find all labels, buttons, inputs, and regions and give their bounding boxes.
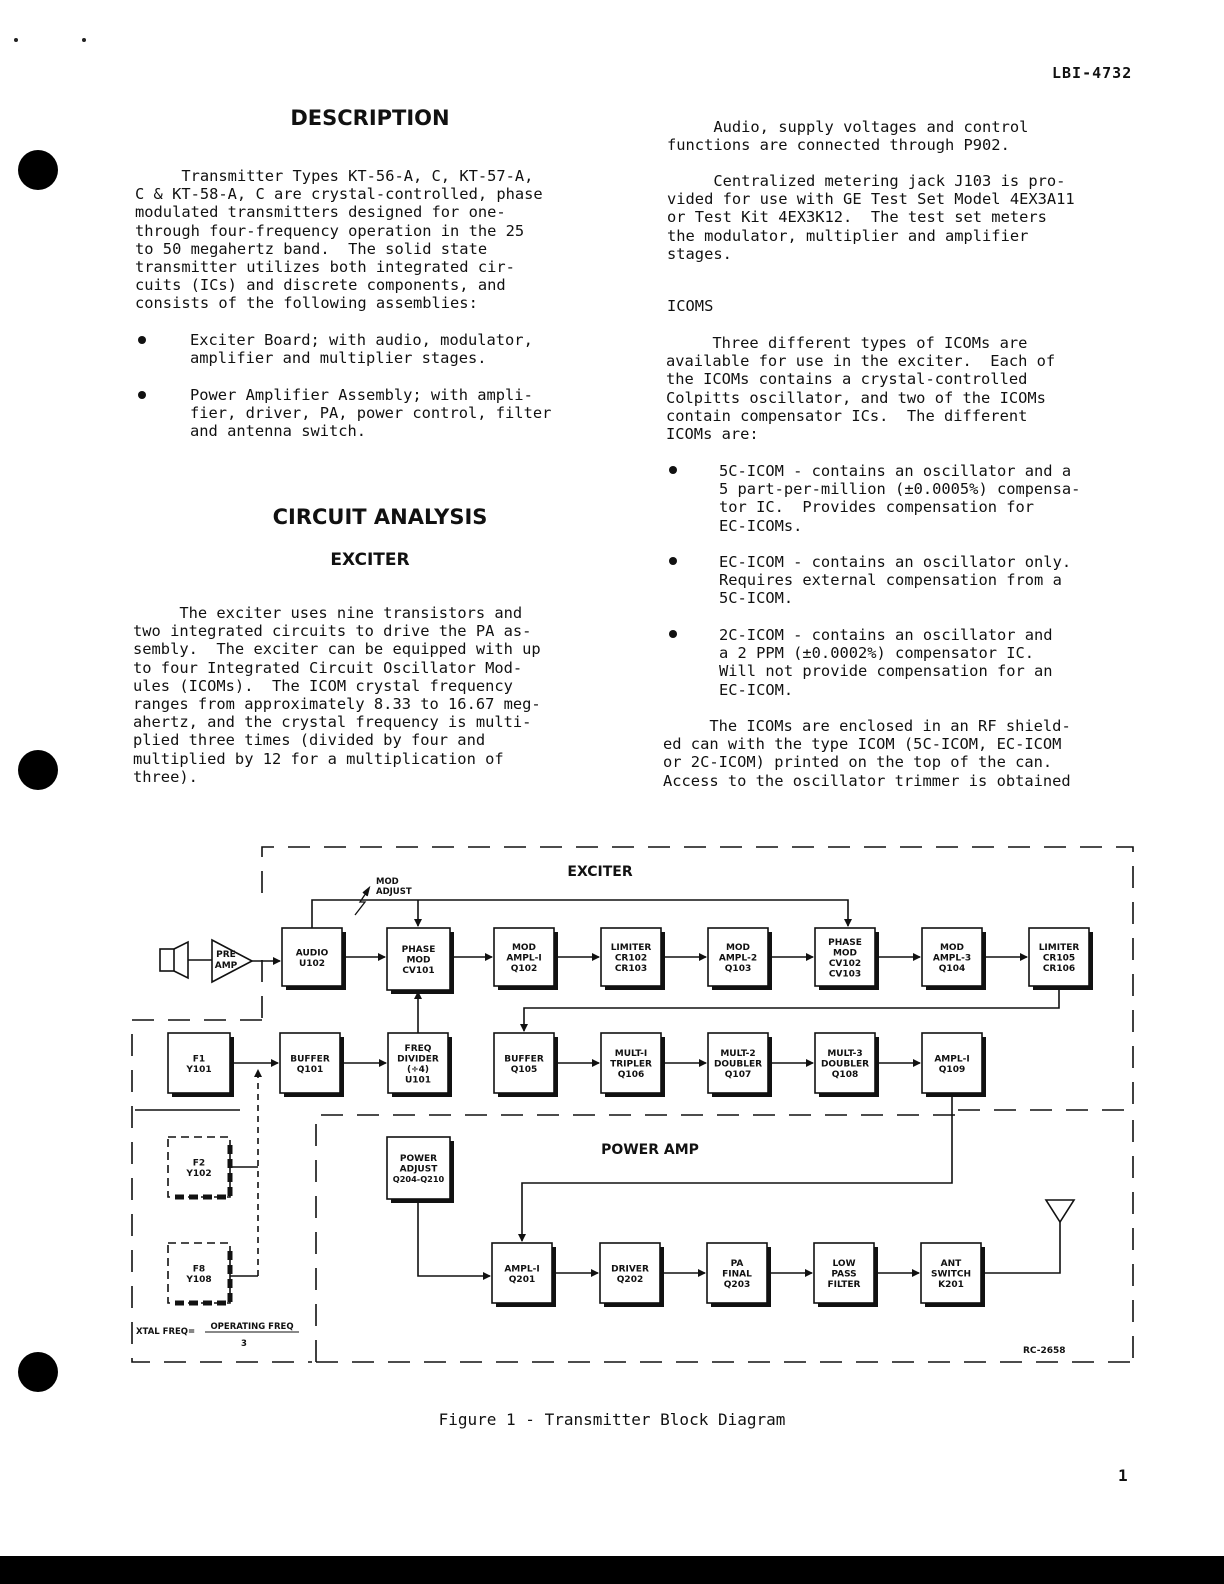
scan-edge <box>0 1556 1224 1584</box>
circuit-analysis-heading: CIRCUIT ANALYSIS <box>272 505 488 529</box>
buffer-2-label: BUFFER <box>504 1054 544 1065</box>
ant-switch-label: ANT <box>940 1259 962 1269</box>
exciter-label: EXCITER <box>567 864 633 880</box>
power-amp-label: POWER AMP <box>601 1142 699 1158</box>
mod-ampl-2-label: Q103 <box>724 964 752 974</box>
mult-3-label: MULT-3 <box>827 1049 863 1059</box>
ampl-q201-label: AMPL-I <box>504 1264 540 1275</box>
low-pass-label: FILTER <box>827 1280 861 1290</box>
mod-ampl-1-label: MOD <box>511 943 537 953</box>
mod-adjust-label: ADJUST <box>376 887 412 897</box>
freq-divider-label: DIVIDER <box>397 1054 439 1065</box>
low-pass-label: PASS <box>831 1269 857 1280</box>
buffer-1-label: BUFFER <box>290 1054 330 1065</box>
limiter-2-label: LIMITER <box>1038 943 1080 953</box>
driver-label: DRIVER <box>611 1264 649 1275</box>
mult-1-label: TRIPLER <box>610 1059 652 1070</box>
xtal-freq-label: XTAL FREQ= <box>136 1327 196 1337</box>
phase-mod-1-label: CV101 <box>402 966 435 976</box>
description-heading: DESCRIPTION <box>290 106 450 130</box>
antenna-icon <box>1046 1200 1074 1222</box>
mult-3-label: DOUBLER <box>820 1059 870 1070</box>
icoms-enclosure-paragraph: The ICOMs are enclosed in an RF shield- ed can with the type ICOM (5C-ICOM, EC-ICOM or 2C-ICOM) printed on the top of the can. Access to the oscillator trimmer is obtained <box>663 717 1071 790</box>
phase-mod-2-label: CV102 <box>828 958 862 969</box>
connector-line <box>312 900 848 928</box>
mult-2-label: MULT-2 <box>720 1049 756 1059</box>
mult-3-label: Q108 <box>831 1070 859 1080</box>
exciter-paragraph: The exciter uses nine transistors and two integrated circuits to drive the PA as- sembly. The exciter can be equipped with up to four Integrated Circuit Oscillator Mod- ules (ICOMs). The ICOM crystal frequency ranges from approximately 8.33 to 16.67 meg- ahertz, and the crystal frequency is multi- plied three times (divided by four and multiplied by 12 for a multiplication of three). <box>133 604 541 786</box>
bullet-5c-icom: 5C-ICOM - contains an oscillator and a 5 part-per-million (±0.0005%) compensa- tor IC. Provides compensation for EC-ICOMs. <box>719 462 1081 535</box>
xtal-freq-numerator: OPERATING FREQ <box>210 1322 294 1332</box>
connector-line <box>981 1222 1060 1273</box>
preamp-label: AMP <box>214 961 238 971</box>
mult-2-label: Q107 <box>724 1070 752 1080</box>
page-number: 1 <box>1118 1466 1128 1485</box>
f8-label: F8 <box>192 1264 206 1275</box>
mult-2-label: DOUBLER <box>713 1059 763 1070</box>
reference-code: RC-2658 <box>1023 1346 1066 1356</box>
description-paragraph: Transmitter Types KT-56-A, C, KT-57-A, C & KT-58-A, C are crystal-controlled, phase modulated transmitters designed for one- through four-frequency operation in the 25 to 50 megahertz band. The solid state transmitter utilizes both integrated cir- cuits (ICs) and discrete components, and consists of the following assemblies: <box>135 167 543 313</box>
xtal-freq-denominator: 3 <box>241 1339 247 1349</box>
exciter-heading: EXCITER <box>330 550 410 570</box>
buffer-2-label: Q105 <box>510 1064 538 1075</box>
phase-mod-2-label: CV103 <box>828 969 862 980</box>
audio-label: U102 <box>298 958 326 969</box>
buffer-1-label: Q101 <box>296 1064 324 1075</box>
freq-divider-label: (÷4) <box>406 1064 430 1075</box>
low-pass-label: LOW <box>832 1259 856 1269</box>
f8-label: Y108 <box>186 1274 212 1285</box>
limiter-2-label: CR105 <box>1042 953 1076 964</box>
limiter-1-label: CR102 <box>614 953 648 964</box>
pa-final-label: FINAL <box>722 1269 752 1280</box>
ant-switch-label: K201 <box>938 1280 964 1290</box>
pa-final-label: Q203 <box>723 1280 751 1290</box>
ampl-q201-label: Q201 <box>508 1274 536 1285</box>
connector-line <box>418 1199 490 1276</box>
f1-label: Y101 <box>186 1064 212 1075</box>
connector-line <box>524 986 1059 1031</box>
freq-divider-label: U101 <box>404 1075 432 1086</box>
f2-label: Y102 <box>186 1168 212 1179</box>
mod-ampl-2-label: MOD <box>725 943 751 953</box>
bullet-exciter-board: Exciter Board; with audio, modulator, amplifier and multiplier stages. <box>190 331 533 368</box>
mult-1-label: MULT-I <box>614 1049 648 1059</box>
document-id: LBI-4732 <box>1052 64 1133 82</box>
preamp-label: PRE <box>216 950 236 960</box>
mod-ampl-1-label: AMPL-I <box>506 953 542 964</box>
limiter-1-label: CR103 <box>614 964 648 974</box>
microphone-icon <box>174 942 188 978</box>
mod-ampl-2-label: AMPL-2 <box>718 953 758 964</box>
metering-paragraph: Centralized metering jack J103 is pro- vided for use with GE Test Set Model 4EX3A11 or Test Kit 4EX3K12. The test set meters the modulator, multiplier and amplifier stages. <box>667 172 1075 263</box>
icoms-paragraph: Three different types of ICOMs are available for use in the exciter. Each of the ICOMs contains a crystal-controlled Colpitts oscillator, and two of the ICOMs contain compensator ICs. The different ICOMs are: <box>666 334 1056 444</box>
phase-mod-2-label: PHASE <box>828 937 862 948</box>
microphone-icon <box>160 949 174 971</box>
driver-label: Q202 <box>616 1274 644 1285</box>
bullet-power-amplifier: Power Amplifier Assembly; with ampli- fier, driver, PA, power control, filter and antenna switch. <box>190 386 552 441</box>
mod-ampl-3-label: Q104 <box>938 964 966 974</box>
limiter-1-label: LIMITER <box>610 943 652 953</box>
audio-label: AUDIO <box>295 948 329 959</box>
mod-ampl-3-label: MOD <box>939 943 965 953</box>
freq-divider-label: FREQ <box>404 1043 432 1054</box>
bullet-ec-icom: EC-ICOM - contains an oscillator only. Requires external compensation from a 5C-ICOM. <box>719 553 1072 608</box>
phase-mod-1-label: MOD <box>406 955 431 966</box>
power-adjust-label: POWER <box>399 1154 438 1164</box>
mod-adjust-pot-head <box>363 888 369 896</box>
figure-caption: Figure 1 - Transmitter Block Diagram <box>438 1410 786 1429</box>
mod-adjust-label: MOD <box>376 877 399 887</box>
f1-label: F1 <box>192 1054 206 1065</box>
mult-1-label: Q106 <box>617 1070 645 1080</box>
mod-ampl-1-label: Q102 <box>510 964 538 974</box>
ampl-q109-label: AMPL-I <box>934 1054 970 1065</box>
ant-switch-label: SWITCH <box>930 1269 972 1280</box>
phase-mod-2-label: MOD <box>832 948 858 959</box>
power-adjust-label: ADJUST <box>399 1164 438 1175</box>
mod-ampl-3-label: AMPL-3 <box>932 953 972 964</box>
icoms-heading: ICOMS <box>667 297 714 315</box>
limiter-2-label: CR106 <box>1042 964 1076 974</box>
audio-paragraph: Audio, supply voltages and control functions are connected through P902. <box>667 118 1029 155</box>
power-adjust-label: Q204-Q210 <box>392 1174 445 1184</box>
ampl-q109-label: Q109 <box>938 1064 966 1075</box>
f2-label: F2 <box>192 1158 206 1169</box>
phase-mod-1-label: PHASE <box>401 945 436 955</box>
pa-final-label: PA <box>730 1259 744 1269</box>
bullet-2c-icom: 2C-ICOM - contains an oscillator and a 2 PPM (±0.0002%) compensator IC. Will not provide compensation for an EC-ICOM. <box>719 626 1053 699</box>
